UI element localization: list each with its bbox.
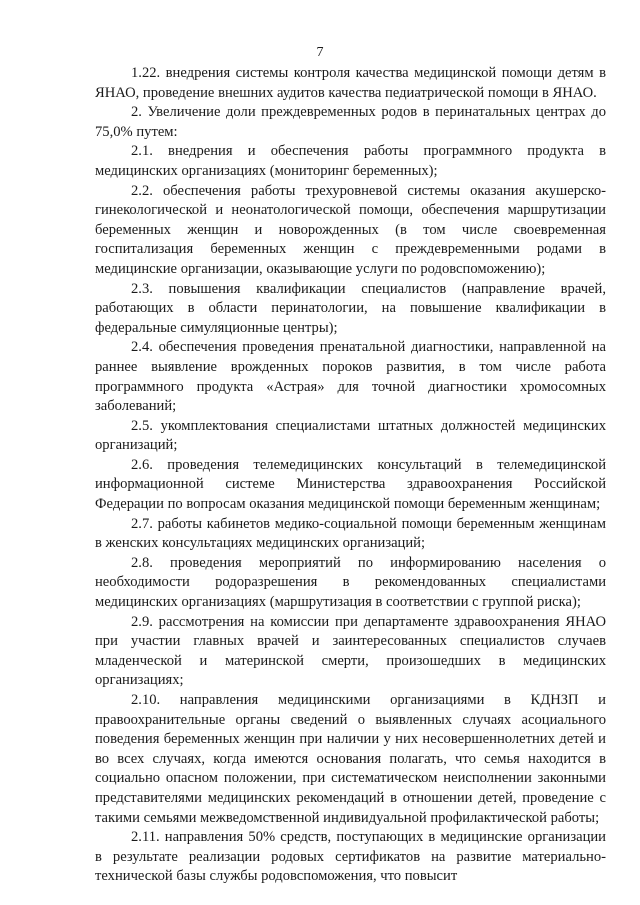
page-number: 7 <box>316 45 324 60</box>
paragraph-2-7: 2.7. работы кабинетов медико-социальной помощи беременным женщинам в женских консультациях медицинских организаций; <box>95 515 606 552</box>
document-body <box>95 64 606 887</box>
paragraph-2-2: 2.2. обеспечения работы трехуровневой системы оказания акушерско-гинекологической и неонатологической помощи, обеспечения маршрутизации беременных женщин и новорожденных (в том числе своевременная госпитализация беременных женщин с преждевременными родами в медицинские организации, оказывающие услуги по родовспоможению); <box>95 182 606 277</box>
paragraph-2-9: 2.9. рассмотрения на комиссии при департаменте здравоохранения ЯНАО при участии главных врачей и заинтересованных специалистов случаев младенческой и материнской смерти, произошедших в медицинских организациях; <box>95 613 606 689</box>
paragraph-2-3: 2.3. повышения квалификации специалистов (направление врачей, работающих в области перинатологии, на повышение квалификации в федеральные симуляционные центры); <box>95 280 606 336</box>
paragraph-2-11: 2.11. направления 50% средств, поступающих в медицинские организации в результате реализации родовых сертификатов на развитие материально-технической базы службы родовспоможения, что повысит <box>95 829 606 885</box>
paragraph-2-5: 2.5. укомплектования специалистами штатных должностей медицинских организаций; <box>95 417 606 454</box>
paragraph-2-10: 2.10. направления медицинскими организациями в КДНЗП и правоохранительные органы сведений о выявленных случаях асоциального поведения беременных женщин при наличии у них несовершеннолетних детей и во всех случаях, когда имеются основания полагать, что семья находится в социально опасном положении, при систематическом неисполнении законными представителями медицинских рекомендаций в отношении детей, проведение с такими семьями межведомственной индивидуальной профилактической работы; <box>95 692 606 826</box>
paragraph-2-6: 2.6. проведения телемедицинских консультаций в телемедицинской информационной системе Министерства здравоохранения Российской Федерации по вопросам оказания медицинской помощи беременным женщинам; <box>95 456 606 513</box>
paragraph-2-8: 2.8. проведения мероприятий по информированию населения о необходимости родоразрешения в рекомендованных специалистами медицинских организациях (маршрутизация в соответствии с группой риска); <box>95 554 606 611</box>
paragraph-2-1: 2.1. внедрения и обеспечения работы программного продукта в медицинских организациях (мониторинг беременных); <box>95 143 606 179</box>
paragraph-2-4: 2.4. обеспечения проведения пренатальной диагностики, направленной на раннее выявление врожденных пороков развития, в том числе работа программного продукта «Астрая» для точной диагностики хромосомных заболеваний; <box>95 339 606 415</box>
paragraph-2: 2. Увеличение доли преждевременных родов в перинатальных центрах до 75,0% путем: <box>95 104 606 140</box>
paragraph-1-22: 1.22. внедрения системы контроля качества медицинской помощи детям в ЯНАО, проведение внешних аудитов качества педиатрической помощи в ЯНАО. <box>95 65 606 101</box>
